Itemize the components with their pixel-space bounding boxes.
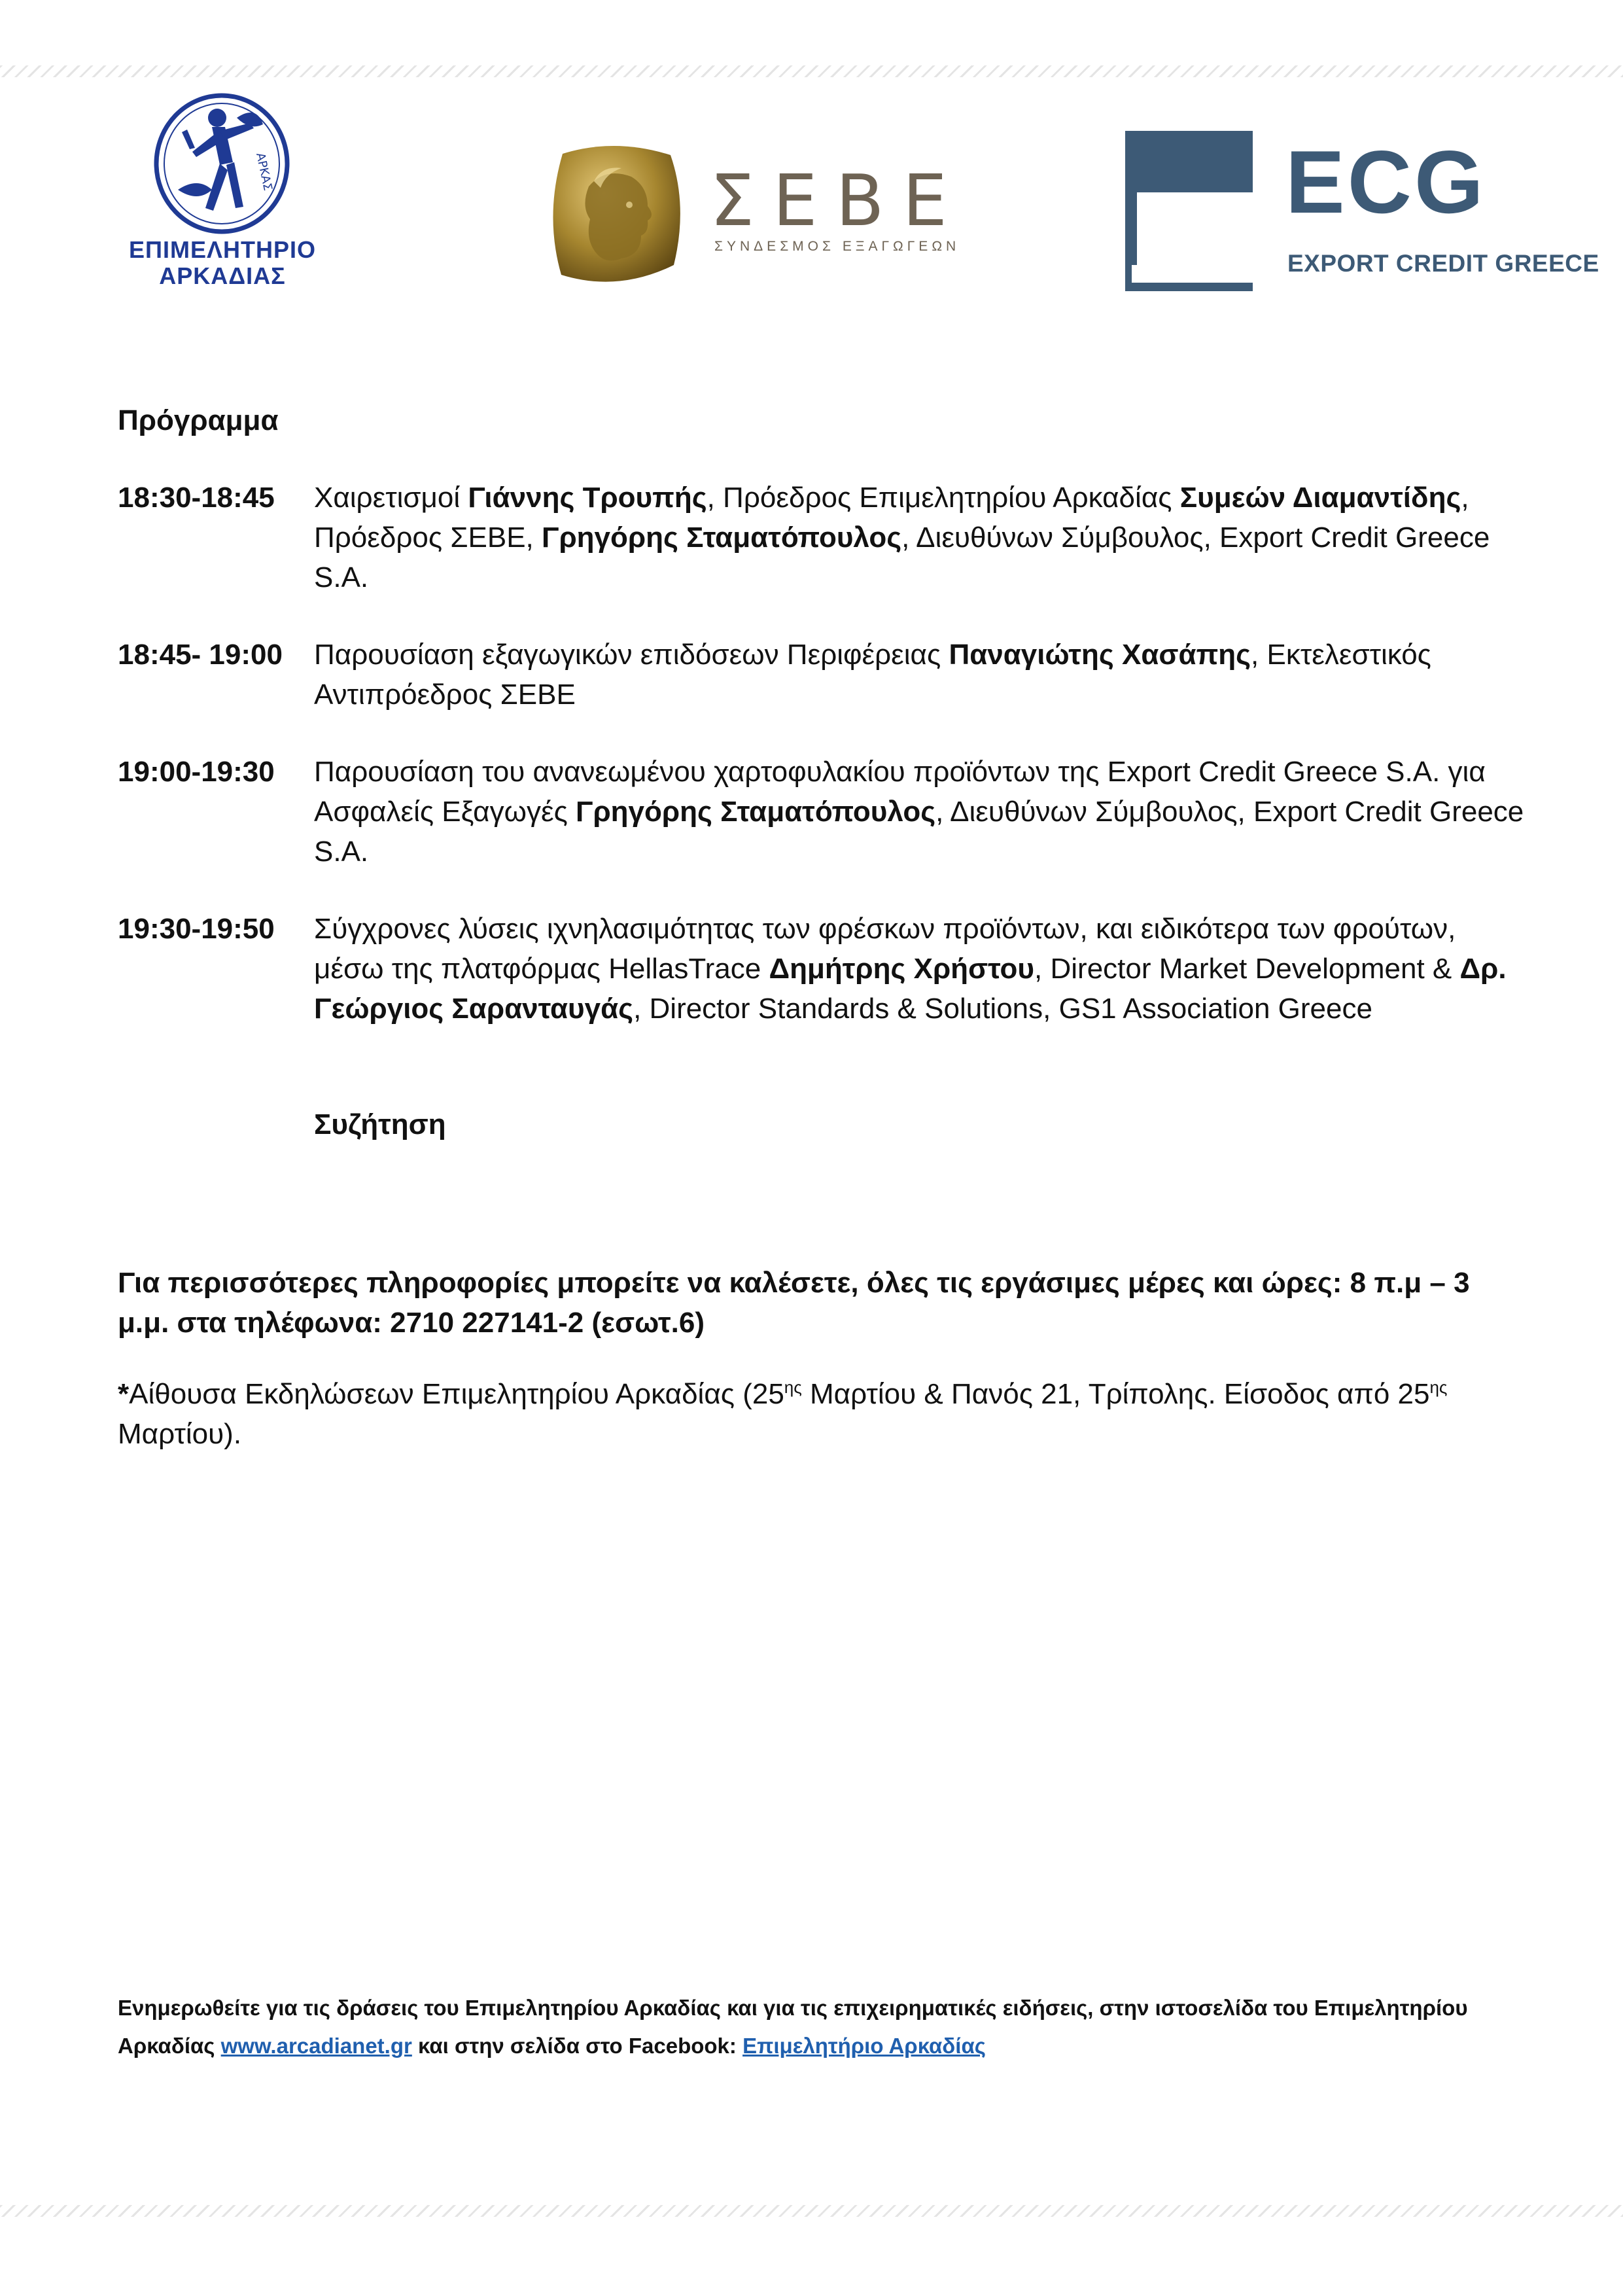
description-text: Σύγχρονες λύσεις ιχνηλασιμότητας των φρέσκων προϊόντων, και ειδικότερα των φρούτων, μέσω της πλατφόρμας HellasTrace <box>314 913 1456 985</box>
speaker-name: Δρ. Γεώργιος Σαρανταυγάς <box>314 953 1507 1025</box>
description-text: Χαιρετισμοί <box>314 482 468 514</box>
program-description <box>314 909 1524 1029</box>
program-description <box>314 635 1524 715</box>
description-text: , Πρόεδρος ΣΕΒΕ, <box>314 482 1469 554</box>
venue-asterisk: * <box>118 1378 130 1410</box>
footer-text-1: Ενημερωθείτε για τις δράσεις του Επιμελητηρίου Αρκαδίας και για τις επιχειρηματικές ειδήσεις, στην ιστοσελίδα του Επιμελητηρίου Αρκαδίας <box>118 1996 1468 2058</box>
description-text: , Διευθύνων Σύμβουλος, Export Credit Greece S.A. <box>314 796 1524 868</box>
discussion-label: Συζήτηση <box>314 1108 446 1140</box>
seve-coin-icon <box>543 141 690 291</box>
venue-sup-1: ης <box>784 1377 802 1397</box>
speaker-name: Γιάννης Τρουπής <box>468 482 707 514</box>
page-bottom-border <box>0 2205 1623 2217</box>
venue-note <box>118 1374 1505 1454</box>
speaker-name: Παναγιώτης Χασάπης <box>949 639 1251 671</box>
venue-text-2: Μαρτίου & Πανός 21, Τρίπολης. Είσοδος από 25 <box>801 1378 1430 1410</box>
seve-logo <box>543 141 966 298</box>
speaker-name: Συμεών Διαμαντίδης <box>1179 482 1461 514</box>
venue-text-1: Αίθουσα Εκδηλώσεων Επιμελητηρίου Αρκαδίας (25 <box>129 1378 784 1410</box>
chamber-name-line2: ΑΡΚΑΔΙΑΣ <box>159 262 286 289</box>
description-text: Παρουσίαση εξαγωγικών επιδόσεων Περιφέρειας <box>314 639 949 671</box>
description-text: , Πρόεδρος Επιμελητηρίου Αρκαδίας <box>707 482 1180 514</box>
footer-note <box>118 1989 1524 2065</box>
chamber-coin-icon <box>152 92 292 236</box>
page-top-border <box>0 65 1623 77</box>
program-time: 19:30-19:50 <box>118 913 275 945</box>
facebook-link[interactable]: Επιμελητήριο Αρκαδίας <box>742 2034 986 2058</box>
ecg-mark-icon <box>1125 131 1256 291</box>
website-link[interactable]: www.arcadianet.gr <box>220 2034 412 2058</box>
ecg-subtitle: EXPORT CREDIT GREECE <box>1287 250 1599 277</box>
chamber-coin-legend: ΑΡΚΑΣ <box>253 151 275 192</box>
venue-sup-2: ης <box>1429 1377 1448 1397</box>
program-title: Πρόγραμμα <box>118 404 279 436</box>
seve-name: ΣΕΒΕ <box>710 160 966 242</box>
seve-subtitle: ΣΥΝΔΕΣΜΟΣ ΕΞΑΓΩΓΕΩΝ <box>714 239 960 254</box>
footer-text-2: και στην σελίδα στο Facebook: <box>411 2034 743 2058</box>
program-time: 18:30-18:45 <box>118 482 275 514</box>
program-description <box>314 478 1524 597</box>
program-time: 18:45- 19:00 <box>118 639 283 671</box>
description-text: , Εκτελεστικός Αντιπρόεδρος ΣΕΒΕ <box>314 639 1431 711</box>
description-text: , Director Standards & Solutions, GS1 Association Greece <box>633 993 1372 1025</box>
venue-text-3: Μαρτίου). <box>118 1418 242 1450</box>
description-text: , Director Market Development & <box>1034 953 1460 985</box>
speaker-name: Γρηγόρης Σταματόπουλος <box>542 521 902 554</box>
speaker-name: Δημήτρης Χρήστου <box>769 953 1035 985</box>
program-time: 19:00-19:30 <box>118 756 275 788</box>
chamber-name-line1: ΕΠΙΜΕΛΗΤΗΡΙΟ <box>128 236 317 263</box>
speaker-name: Γρηγόρης Σταματόπουλος <box>576 796 936 828</box>
description-text: , Διευθύνων Σύμβουλος, Export Credit Greece S.A. <box>314 521 1490 593</box>
contact-info: Για περισσότερες πληροφορίες μπορείτε να καλέσετε, όλες τις εργάσιμες μέρες και ώρες: 8 π.μ – 3 μ.μ. στα τηλέφωνα: 2710 227141-2 (εσωτ.6) <box>118 1267 1470 1339</box>
description-text: Παρουσίαση του ανανεωμένου χαρτοφυλακίου προϊόντων της Export Credit Greece S.A. για Ασφαλείς Εξαγωγές <box>314 756 1486 828</box>
ecg-name: ECG <box>1285 132 1486 232</box>
ecg-logo <box>1125 131 1599 294</box>
chamber-logo <box>118 92 327 294</box>
program-description <box>314 752 1524 872</box>
chamber-name <box>118 237 327 289</box>
